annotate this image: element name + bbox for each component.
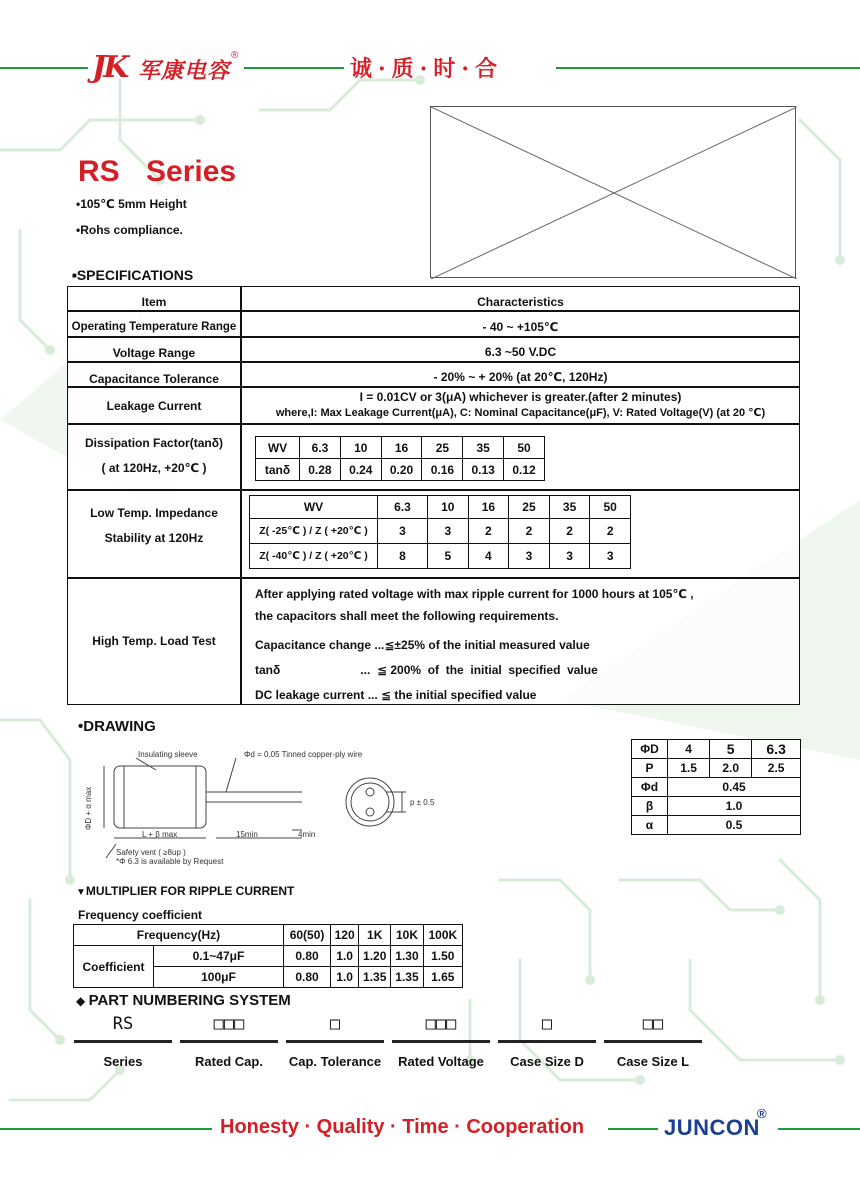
mult-value: 1.35 [359,967,391,988]
mult-value: 1.30 [391,946,423,967]
high-temp-requirement: tanδ ... ≦ 200% of the initial specified value [255,663,598,677]
brand-registered-mark: ® [757,1106,767,1121]
imp-cell: WV [250,496,378,519]
specifications-table [67,286,800,705]
dissipation-condition: ( at 120Hz, +20℃ ) [101,461,207,475]
part-field-underline [74,1040,172,1043]
part-field-label: Cap. Tolerance [288,1054,382,1069]
df-cell: 0.13 [463,459,504,481]
high-temp-requirement: Capacitance change ...≦±25% of the initial measured value [255,638,590,652]
company-logo-chinese: 军康电容 [138,59,231,84]
mult-value: 1.0 [331,967,359,988]
mult-header: Frequency(Hz) [74,925,284,946]
df-cell: 0.16 [422,459,463,481]
mult-value: 1.35 [391,967,423,988]
high-temp-intro: After applying rated voltage with max ripple current for 1000 hours at 105℃ , [255,587,694,601]
imp-cell: 16 [468,496,509,519]
footer-rule-middle [608,1128,658,1130]
header-rule-right [556,67,860,69]
part-field-underline [604,1040,702,1043]
voltage-range-label: Voltage Range [112,346,196,360]
df-cell: WV [256,437,300,459]
cap-tolerance-label: Capacitance Tolerance [89,372,219,386]
part-field-case-size-l [604,1012,702,1074]
part-field-code: RS [112,1014,134,1034]
mult-value: 0.80 [283,967,330,988]
mult-value: 1.0 [331,946,359,967]
label-lead-4min: 4min [298,830,316,839]
imp-cell: 50 [590,496,631,519]
logo-registered-mark: ® [231,50,239,61]
imp-cell: Z( -25℃ ) / Z ( +20℃ ) [250,519,378,544]
operating-temp-label: Operating Temperature Range [71,321,237,333]
part-field-code: □□ [642,1014,664,1034]
imp-cell: 25 [509,496,550,519]
imp-cell: Z( -40℃ ) / Z ( +20℃ ) [250,544,378,569]
df-cell: 0.28 [300,459,341,481]
cap-tolerance-value: - 20% ~ + 20% (at 20℃, 120Hz) [433,370,608,384]
dim-cell: 0.45 [668,778,801,797]
part-field-label: Case Size L [616,1054,690,1069]
part-field-underline [392,1040,490,1043]
operating-temp-value: - 40 ~ +105℃ [482,320,559,334]
dim-cell: ΦD [632,740,668,759]
imp-cell: 2 [468,519,509,544]
column-header-item: Item [141,295,167,309]
imp-cell: 3 [428,519,469,544]
brand-logo: JUNCON [664,1115,760,1140]
imp-cell: 3 [590,544,631,569]
mult-header: 1K [359,925,391,946]
part-field-rated-cap [180,1012,278,1074]
mult-value: 1.20 [359,946,391,967]
part-field-underline [498,1040,596,1043]
part-field-code: □□□ [213,1014,245,1034]
dim-cell: 5 [710,740,752,759]
leakage-current-formula: I = 0.01CV or 3(μA) whichever is greater.(after 2 minutes) [359,390,682,404]
part-field-underline [180,1040,278,1043]
df-cell: 0.24 [340,459,381,481]
capacitor-dimension-drawing [76,740,468,870]
dim-cell: 2.5 [752,759,801,778]
specifications-heading: ■ SPECIFICATIONS [72,267,193,283]
label-lead-15min: 15min [236,830,258,839]
dim-cell: 1.5 [668,759,710,778]
frequency-coefficient-heading: Frequency coefficient [78,908,203,922]
mult-header: 60(50) [283,925,330,946]
leakage-current-label: Leakage Current [106,399,202,413]
high-temp-requirement: DC leakage current ... ≦ the initial specified value [255,688,537,702]
part-field-code: □ [541,1014,553,1034]
mult-value: 0.80 [283,946,330,967]
df-cell: tanδ [256,459,300,481]
part-field-label: Rated Voltage [398,1054,484,1069]
feature-item: • 105℃ 5mm Height [76,197,187,211]
dim-cell: Φd [632,778,668,797]
product-image-placeholder [430,106,796,278]
label-diameter-max: ΦD + α max [84,786,93,830]
part-field-label: Series [103,1054,143,1069]
spec-row-divider [68,577,799,579]
part-field-label: Case Size D [510,1054,584,1069]
label-lead-wire: Φd = 0.05 Tinned copper-ply wire [244,750,363,759]
part-field-series [74,1012,172,1074]
dim-cell: β [632,797,668,816]
spec-row-divider [68,310,799,312]
part-field-rated-voltage [392,1012,490,1074]
leakage-current-note: where,I: Max Leakage Current(μA), C: Nominal Capacitance(μF), V: Rated Voltage(V) (at 20 ℃) [275,407,766,419]
part-field-code: □□□ [425,1014,457,1034]
dim-cell: P [632,759,668,778]
mult-value: 1.65 [423,967,462,988]
spec-row-divider [68,386,799,388]
footer-rule-left [0,1128,212,1130]
spec-row-divider [68,423,799,425]
label-safety-vent: Safety vent ( ≥8up ) [116,848,186,857]
spec-row-divider [68,361,799,363]
series-title: RS Series [78,155,237,188]
low-temp-condition: Stability at 120Hz [104,531,204,545]
dim-cell: α [632,816,668,835]
dissipation-table [255,436,545,481]
company-logo-mark: JK [92,50,127,85]
dim-cell: 4 [668,740,710,759]
label-pitch: p ± 0.5 [410,798,435,807]
part-field-code: □ [329,1014,341,1034]
dim-cell: 6.3 [752,740,801,759]
mult-range: 100μF [154,967,284,988]
imp-cell: 2 [549,519,590,544]
df-cell: 35 [463,437,504,459]
part-field-label: Rated Cap. [195,1054,263,1069]
multiplier-heading: ▼ MULTIPLIER FOR RIPPLE CURRENT [76,884,294,898]
mult-value: 1.50 [423,946,462,967]
low-temp-label: Low Temp. Impedance [90,506,218,520]
imp-cell: 6.3 [378,496,428,519]
dim-cell: 2.0 [710,759,752,778]
column-header-characteristics: Characteristics [477,295,564,309]
header-rule-middle [244,67,344,69]
spec-row-divider [68,336,799,338]
mult-range: 0.1~47μF [154,946,284,967]
ripple-multiplier-table [73,924,463,988]
footer-rule-right [778,1128,860,1130]
footer-motto: Honesty · Quality · Time · Cooperation [220,1116,585,1138]
header-motto: 诚·质·时·合 [350,56,503,82]
part-field-underline [286,1040,384,1043]
placeholder-cross-icon [431,107,797,279]
df-cell: 16 [381,437,422,459]
df-cell: 6.3 [300,437,341,459]
voltage-range-value: 6.3 ~50 V.DC [484,345,557,359]
imp-cell: 10 [428,496,469,519]
imp-cell: 8 [378,544,428,569]
drawing-heading: • DRAWING [78,718,156,735]
df-cell: 0.12 [504,459,545,481]
dim-cell: 0.5 [668,816,801,835]
imp-cell: 3 [378,519,428,544]
part-field-case-size-d [498,1012,596,1074]
mult-header: 120 [331,925,359,946]
dissipation-label: Dissipation Factor(tanδ) [85,436,223,450]
dim-cell: 1.0 [668,797,801,816]
imp-cell: 3 [549,544,590,569]
label-insulating-sleeve: Insulating sleeve [138,750,198,759]
imp-cell: 5 [428,544,469,569]
header [0,48,860,88]
mult-coefficient-label: Coefficient [74,946,154,988]
header-rule-left [0,67,88,69]
df-cell: 25 [422,437,463,459]
imp-cell: 35 [549,496,590,519]
part-field-cap-tolerance [286,1012,384,1074]
spec-row-divider [68,489,799,491]
imp-cell: 4 [468,544,509,569]
imp-cell: 3 [509,544,550,569]
df-cell: 50 [504,437,545,459]
mult-header: 10K [391,925,423,946]
imp-cell: 2 [509,519,550,544]
label-length-max: L + β max [142,830,178,839]
feature-item: • Rohs compliance. [76,223,183,237]
df-cell: 10 [340,437,381,459]
imp-cell: 2 [590,519,631,544]
label-vent-note: *Φ 6.3 is available by Request [116,857,224,866]
part-numbering-heading: ◆ PART NUMBERING SYSTEM [76,992,291,1009]
high-temp-intro: the capacitors shall meet the following requirements. [255,609,559,623]
high-temp-label: High Temp. Load Test [92,634,216,648]
impedance-table [249,495,631,569]
df-cell: 0.20 [381,459,422,481]
dimension-table [631,739,801,835]
mult-header: 100K [423,925,462,946]
